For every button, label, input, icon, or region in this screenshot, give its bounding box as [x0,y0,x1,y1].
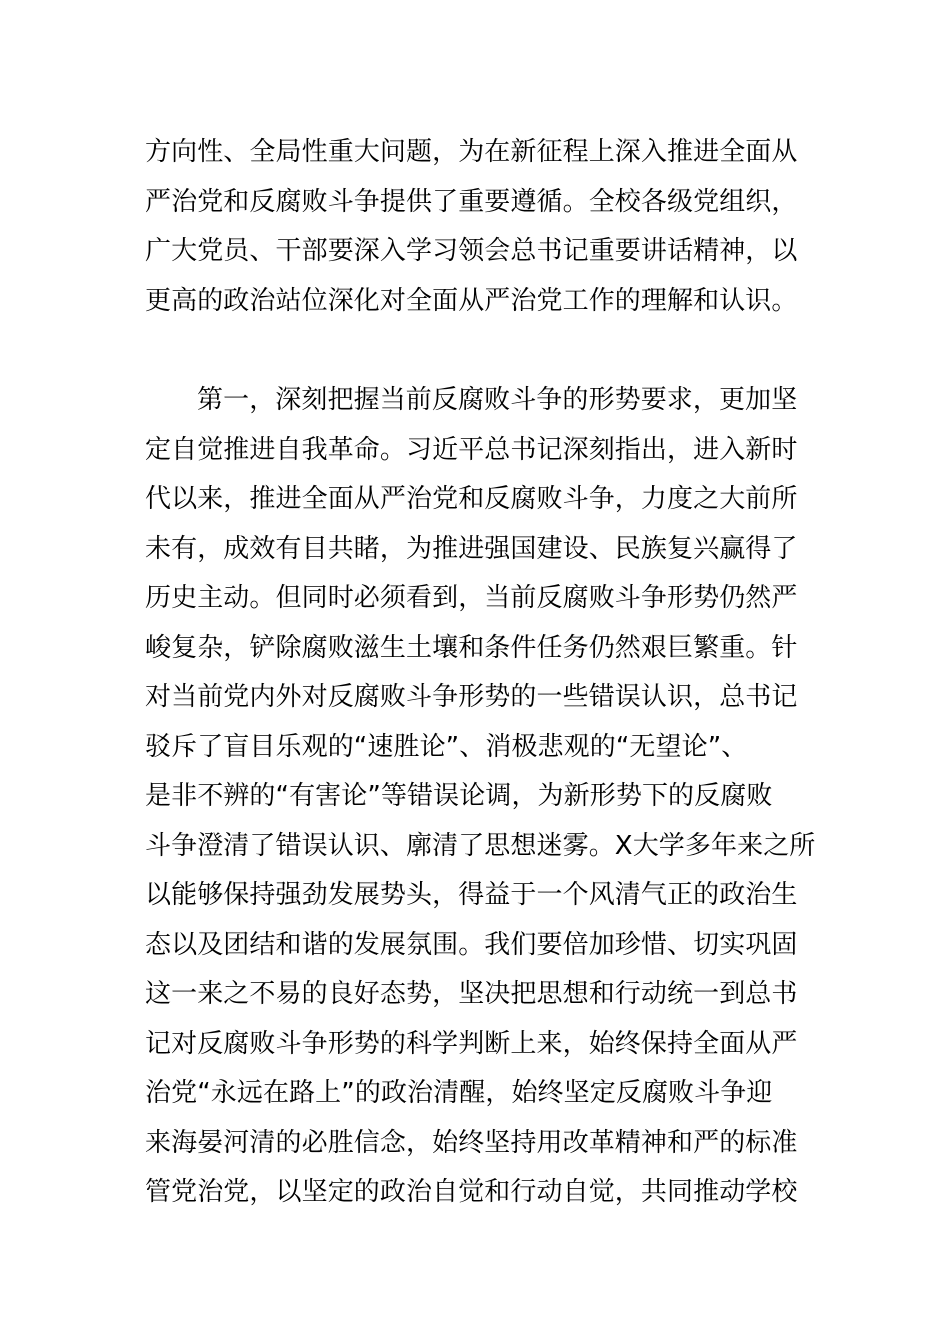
text-line: 严治党和反腐败斗争提供了重要遵循。全校各级党组织， [145,186,798,217]
text-line: 驳斥了盲目乐观的“速胜论”、消极悲观的“无望论”、 [145,731,748,762]
text-line: 治党“永远在路上”的政治清醒，始终坚定反腐败斗争迎 [145,1078,773,1108]
text-line: 未有，成效有目共睹，为推进强国建设、民族复兴赢得了 [145,533,798,564]
text-line: 广大党员、干部要深入学习领会总书记重要讲话精神，以 [145,236,798,266]
text-line: 斗争澄清了错误认识、廓清了思想迷雾。X大学多年来之所 [145,830,816,861]
text-line: 来海晏河清的必胜信念，始终坚持用改革精神和严的标准 [145,1127,798,1158]
text-line: 记对反腐败斗争形势的科学判断上来，始终保持全面从严 [145,1028,798,1059]
text-line: 态以及团结和谐的发展氛围。我们要倍加珍惜、切实巩固 [145,929,798,960]
text-line: 以能够保持强劲发展势头，得益于一个风清气正的政治生 [145,880,798,910]
text-line: 是非不辨的“有害论”等错误论调，为新形势下的反腐败 [145,781,773,811]
text-line: 这一来之不易的良好态势，坚决把思想和行动统一到总书 [145,979,798,1009]
text-line: 方向性、全局性重大问题，为在新征程上深入推进全面从 [145,137,798,167]
text-line: 定自觉推进自我革命。习近平总书记深刻指出，进入新时 [145,434,798,465]
text-line: 对当前党内外对反腐败斗争形势的一些错误认识，总书记 [145,682,798,712]
text-line: 代以来，推进全面从严治党和反腐败斗争，力度之大前所 [145,484,798,514]
paragraph-first-point [145,376,815,1218]
text-line: 更高的政治站位深化对全面从严治党工作的理解和认识。 [145,285,798,316]
text-line-indented: 第一，深刻把握当前反腐败斗争的形势要求，更加坚 [197,385,798,415]
text-line: 管党治党，以坚定的政治自觉和行动自觉，共同推动学校 [145,1177,798,1207]
text-line: 峻复杂，铲除腐败滋生土壤和条件任务仍然艰巨繁重。针 [145,632,798,663]
paragraph-continuation [145,128,815,326]
text-line: 历史主动。但同时必须看到，当前反腐败斗争形势仍然严 [145,583,798,613]
